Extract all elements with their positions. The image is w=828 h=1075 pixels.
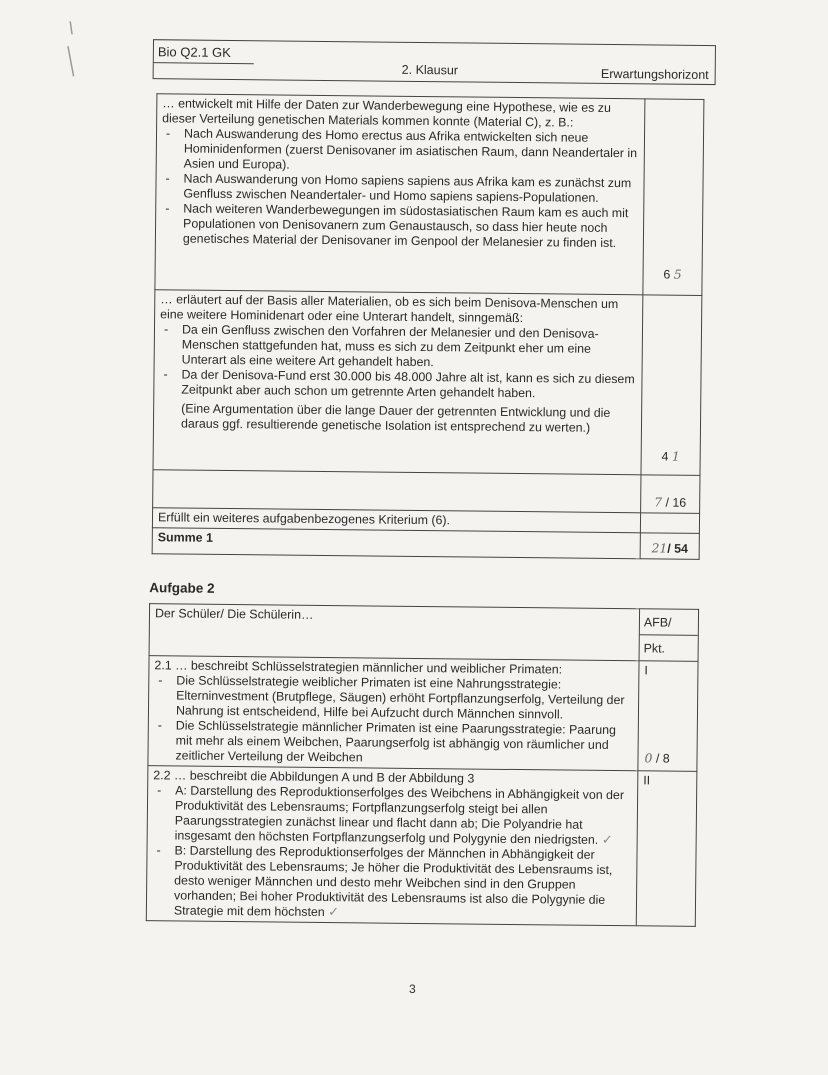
course-label: Bio Q2.1 GK [157,44,231,60]
list-item: - Nach Auswanderung von Homo sapiens sapiens aus Afrika kam es zunächst zum Genfluss zwischen Neandertaler- und Homo sapiens sapiens-Populationen. [183,172,638,207]
handwritten-score: 21 [651,540,668,556]
table-row [148,656,698,772]
max-points: 6 [663,267,671,282]
points-cell [643,99,704,296]
header-label: Der Schüler/ Die Schülerin… [149,604,640,661]
page-header [153,39,716,85]
handwritten-score: 7 [654,494,663,510]
criterion-cell [153,290,643,475]
criterion-intro: … erläutert auf der Basis aller Materialien, ob es sich beim Denisova-Menschen um eine weitere Hominidenart oder eine Unterart handelt, sinngemäß: [160,292,619,326]
subtotal-cell [641,475,700,514]
list-item [174,843,632,923]
points-display [644,750,669,766]
handwritten-score: 1 [671,448,680,464]
criterion-cell [148,656,639,771]
criterion-cell [155,94,645,295]
criterion-intro: … entwickelt mit Hilfe der Daten zur Wanderbewegung eine Hypothese, wie es zu dieser Verteilung genetischen Materials kommen konnte (Material C), z. B.: [162,96,611,130]
pkt-label: Pkt. [640,634,698,661]
criterion-note: (Eine Argumentation über die lange Dauer der getrennten Entwicklung und die daraus ggf. resultierende genetische Isolation ist entsprechend zu werten.) [180,401,611,435]
criterion-intro: 2.2 … beschreibt die Abbildungen A und B der Abbildung 3 [153,768,475,786]
afb-level: II [643,773,651,788]
criterion-intro: 2.1 … beschreibt Schlüsselstrategien männlicher und weiblicher Primaten: [154,658,563,677]
table-row [153,470,700,514]
list-item [175,783,633,848]
max-points: / 8 [655,751,670,766]
summe-points: / 54 [667,541,689,556]
exam-label: 2. Klausur [401,62,459,78]
table-row [152,528,699,560]
handwritten-score: 5 [673,266,682,282]
list-item: - Da ein Genfluss zwischen den Vorfahren der Melanesier und den Denisova-Menschen stattgefunden hat, muss es sich zu dem Zeitpunkt eher um eine Unterart als eine weitere Art gehandelt haben. [182,322,637,372]
table-row [153,290,702,476]
afb-cell [636,771,697,927]
afb-label: AFB/ [643,615,672,630]
empty-cell [153,470,641,513]
bullet-text: A: Darstellung des Reproduktionserfolges des Weibchens in Abhängigkeit von der Produktivität des Lebensraums; Fortpflanzungserfolg steigt bei allen Paarungsstrategien zunächst linear und flacht dann ab; Die Polyandrie hat insgesamt den höchsten Fortpflanzungserfolg und Polygynie den niedrigsten. [174,783,625,847]
list-item: - Die Schlüsselstrategie weiblicher Primaten ist eine Nahrungsstrategie: Elterninvestment (Brutpflege, Säugen) erhöht Fortpflanzungserfolg, Verteilung der Nahrung ist entscheidend, Hilfe bei Aufzucht durch Männchen sinnvoll. [176,673,633,723]
criterion-bullets [152,783,632,923]
aufgabe2-table [146,603,699,927]
afb-cell [638,661,698,772]
table-row [146,766,697,927]
extra-criterion: Erfüllt ein weiteres aufgabenbezogenes Kriterium (6). [152,508,640,533]
criterion-bullets [159,322,637,402]
aufgabe2-title: Aufgabe 2 [149,580,215,596]
list-item: - Da der Denisova-Fund erst 30.000 bis 48.000 Jahre alt ist, kann es sich zu diesem Zeitpunkt aber auch schon um getrennte Arten gehandelt haben. [181,367,636,402]
max-points: 4 [661,449,669,464]
criterion-cell [146,766,638,926]
criterion-bullets [153,673,633,768]
list-item: - Die Schlüsselstrategie männlicher Primaten ist eine Paarungsstrategie: Paarung mit mehr als einem Weibchen, Paarungserfolg ist abhängig von räumlicher und zeitlicher Verteilung der Weibchen [175,718,632,768]
document-type: Erwartungshorizont [600,66,709,82]
criterion-bullets [161,126,639,251]
subtotal-points: / 16 [665,495,687,510]
check-mark-icon: ✓ [601,832,613,849]
check-mark-icon: ✓ [328,905,340,921]
table-row [155,94,704,296]
points-cell [641,295,702,476]
afb-header [639,609,699,662]
list-item: - Nach Auswanderung des Homo erectus aus Afrika entwickelten sich neue Hominidenformen (zuerst Denisovaner im asiatischen Raum, dann Neandertaler in Asien und Europa). [184,127,639,177]
summe-cell [640,533,699,560]
bullet-text: B: Darstellung des Reproduktionserfolges der Männchen in Abhängigkeit der Produktivität des Lebensraums; Je höher die Produktivität des Lebensraums ist, desto weniger Männchen und desto mehr Weibchen sind in den Gruppen vorhanden; Bei hoher Produktivität des Lebensraums ist also die Polygynie die Strategie mit dem höchsten [173,843,613,920]
summe-label: Summe 1 [152,528,640,559]
aufgabe1-table [152,93,705,560]
afb-level: I [644,663,648,678]
handwritten-score: 0 [644,750,653,766]
pen-mark [60,16,91,86]
table-row [149,604,699,662]
list-item: - Nach weiteren Wanderbewegungen im südostasiatischen Raum kam es auch mit Populationen von Denisovanern zum Genaustausch, so dass hier heute noch genetisches Material der Denisovaner im Genpool der Melanesier zu finden ist. [183,202,638,252]
empty-cell [640,513,699,534]
page-number: 3 [409,981,416,996]
